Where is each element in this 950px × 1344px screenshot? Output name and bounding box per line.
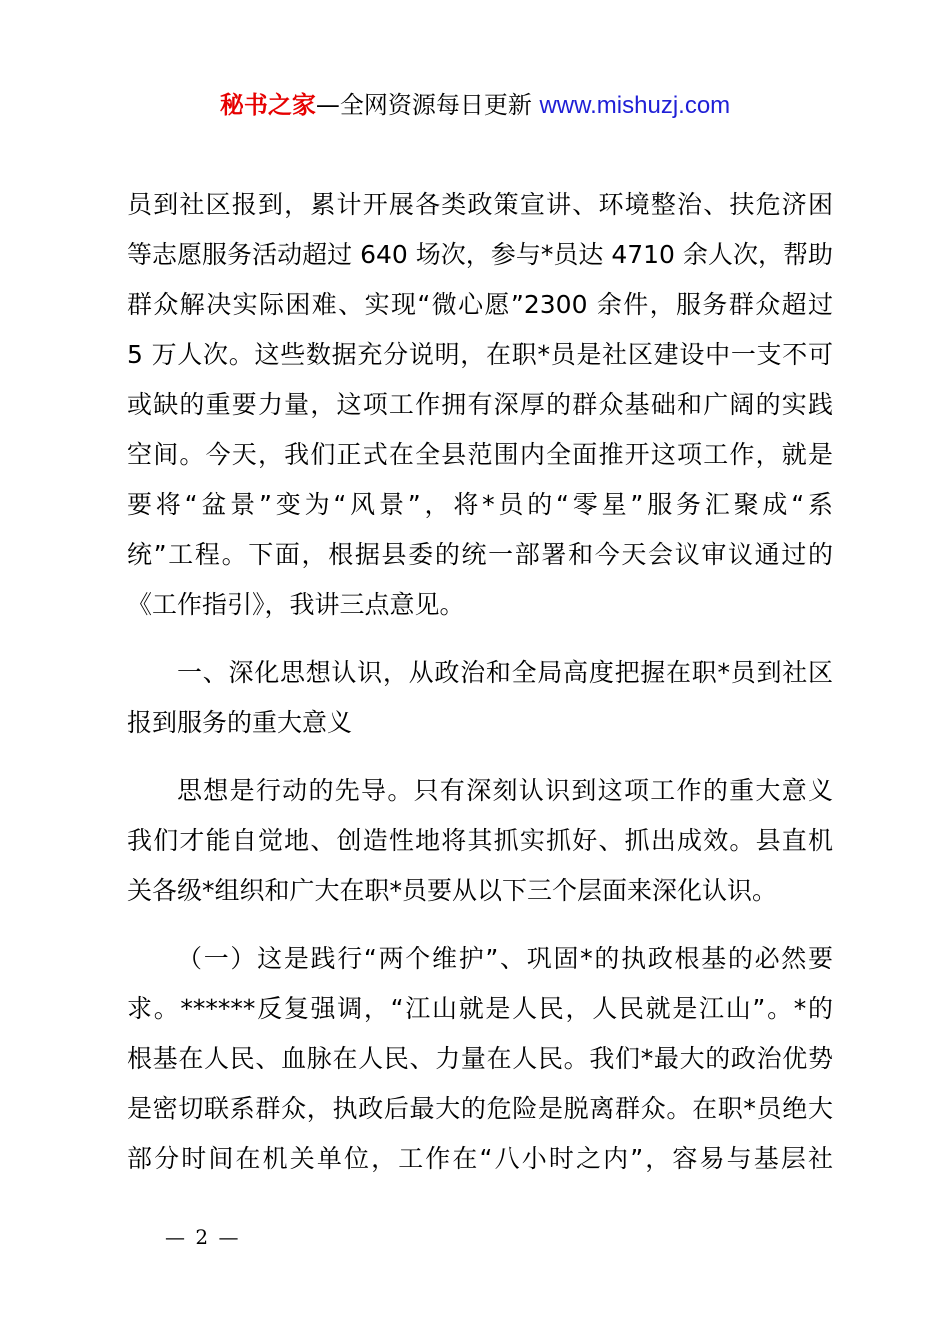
text-line: （一）这是践行“两个维护”、巩固*的执政根基的必然要 [177,944,833,973]
document-body [127,180,833,1184]
text-line: 《工作指引》，我讲三点意见。 [127,590,465,619]
section-heading [127,648,833,748]
text-line: 员到社区报到，累计开展各类政策宣讲、环境整治、扶危济困 [127,190,833,219]
paragraph [127,766,833,916]
page-header [0,88,950,123]
text-line: 我们才能自觉地、创造性地将其抓实抓好、抓出成效。县直机 [127,826,833,855]
header-tagline: —全网资源每日更新 [315,91,540,119]
text-line: 思想是行动的先导。只有深刻认识到这项工作的重大意义 [177,776,833,805]
text-line: 求。******反复强调，“江山就是人民，人民就是江山”。*的 [127,994,833,1023]
text-line: 统”工程。下面，根据县委的统一部署和今天会议审议通过的 [127,540,833,569]
text-line: 空间。今天，我们正式在全县范围内全面推开这项工作，就是 [127,440,833,469]
text-line: 等志愿服务活动超过 640 场次，参与*员达 4710 余人次，帮助 [127,240,833,269]
text-line: 或缺的重要力量，这项工作拥有深厚的群众基础和广阔的实践 [127,390,833,419]
heading-line: 报到服务的重大意义 [127,708,353,737]
text-line: 部分时间在机关单位，工作在“八小时之内”，容易与基层社 [127,1144,833,1173]
page-number: — 2 — [165,1225,241,1249]
text-line: 5 万人次。这些数据充分说明，在职*员是社区建设中一支不可 [127,340,833,369]
subsection-paragraph [127,934,833,1184]
text-line: 关各级*组织和广大在职*员要从以下三个层面来深化认识。 [127,876,778,905]
heading-line: 一、深化思想认识，从政治和全局高度把握在职*员到社区 [177,658,833,687]
text-line: 是密切联系群众，执政后最大的危险是脱离群众。在职*员绝大 [127,1094,833,1123]
text-line: 要将“盆景”变为“风景”，将*员的“零星”服务汇聚成“系 [127,490,833,519]
paragraph-continuation [127,180,833,630]
brand-name: 秘书之家 [219,91,316,119]
website-link[interactable]: www.mishuzj.com [539,92,731,119]
text-line: 群众解决实际困难、实现“微心愿”2300 余件，服务群众超过 [127,290,833,319]
text-line: 根基在人民、血脉在人民、力量在人民。我们*最大的政治优势 [127,1044,833,1073]
